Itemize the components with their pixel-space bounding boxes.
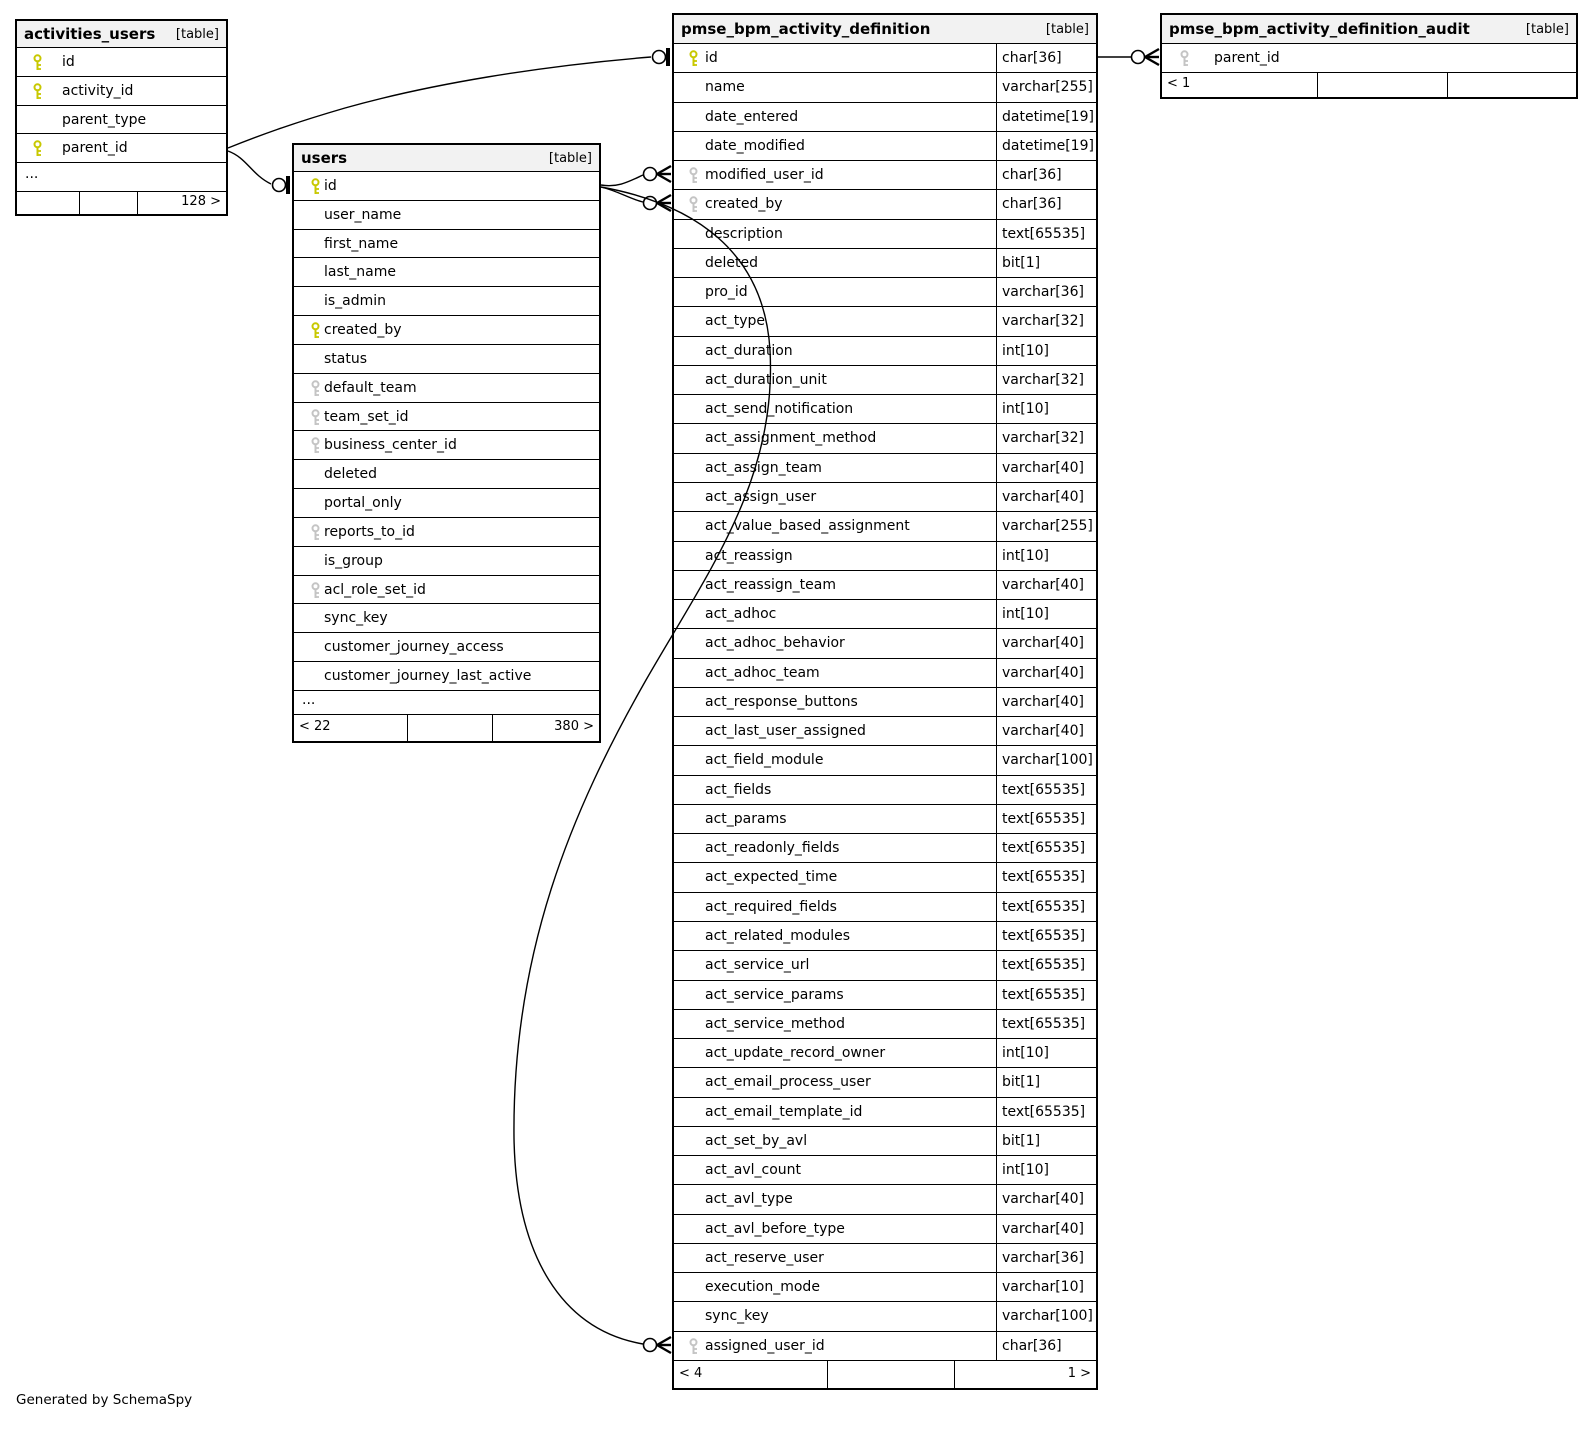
table-name[interactable]: users	[301, 149, 348, 167]
column-name: status	[324, 350, 368, 367]
column-name: is_admin	[324, 293, 387, 310]
zero-or-many-marker	[1132, 49, 1160, 65]
related-count-left: < 22	[299, 718, 331, 734]
footer-spacer	[79, 192, 137, 214]
column-type: int[10]	[996, 337, 1096, 365]
column-name: created_by	[324, 322, 402, 339]
column-row-act_adhoc	[674, 600, 1096, 629]
column-name: deleted	[705, 254, 758, 271]
table-node-pmse_bpm_activity_definition[interactable]	[672, 13, 1098, 1390]
foreign-key-icon	[1179, 50, 1190, 71]
column-row-deleted	[674, 249, 1096, 278]
column-name: act_duration	[705, 342, 793, 359]
column-name: act_adhoc_behavior	[705, 635, 845, 652]
column-name: act_required_fields	[705, 898, 837, 915]
table-footer	[674, 1361, 1096, 1388]
column-type: varchar[32]	[996, 424, 1096, 452]
table-tag: [table]	[1525, 21, 1569, 37]
column-row-act_duration	[674, 337, 1096, 366]
column-name: act_service_params	[705, 986, 844, 1003]
column-type: varchar[40]	[996, 629, 1096, 657]
column-name: act_adhoc_team	[705, 664, 820, 681]
column-row-act_duration_unit	[674, 366, 1096, 395]
related-count-right: 380 >	[492, 715, 599, 741]
column-name: user_name	[324, 206, 402, 223]
column-type: int[10]	[996, 1156, 1096, 1184]
column-row-reports_to_id	[294, 518, 599, 547]
table-name[interactable]: pmse_bpm_activity_definition_audit	[1169, 20, 1470, 38]
column-type: varchar[32]	[996, 307, 1096, 335]
table-footer	[1162, 73, 1576, 97]
column-name: act_assignment_method	[705, 430, 877, 447]
table-footer	[17, 192, 226, 214]
column-type: bit[1]	[996, 1127, 1096, 1155]
column-row-customer_journey_last_active	[294, 662, 599, 691]
column-row-modified_user_id	[674, 161, 1096, 190]
column-name: last_name	[324, 264, 396, 281]
truncated-columns-indicator: ...	[17, 163, 226, 192]
column-name: date_modified	[705, 137, 805, 154]
column-name: act_value_based_assignment	[705, 518, 910, 535]
column-row-is_group	[294, 547, 599, 576]
column-type: varchar[40]	[996, 1185, 1096, 1213]
column-row-team_set_id	[294, 403, 599, 432]
column-name: id	[324, 178, 337, 194]
column-row-act_type	[674, 307, 1096, 336]
column-type: char[36]	[996, 44, 1096, 72]
column-name: name	[705, 79, 745, 96]
column-type: bit[1]	[996, 1068, 1096, 1096]
primary-key-icon	[310, 178, 321, 199]
column-type: text[65535]	[996, 834, 1096, 862]
table-name[interactable]: pmse_bpm_activity_definition	[681, 20, 931, 38]
column-type: text[65535]	[996, 1010, 1096, 1038]
column-row-act_adhoc_behavior	[674, 629, 1096, 658]
column-name: id	[705, 50, 718, 66]
column-name: sync_key	[324, 610, 388, 627]
zero-or-many-marker	[644, 166, 672, 182]
column-name: created_by	[705, 196, 783, 213]
column-type: int[10]	[996, 395, 1096, 423]
column-name: act_type	[705, 313, 766, 330]
foreign-key-icon	[310, 409, 321, 430]
table-name[interactable]: activities_users	[24, 25, 156, 43]
related-count-left: < 1	[1167, 76, 1191, 91]
foreign-key-icon	[688, 1338, 699, 1359]
related-count-right: 128 >	[137, 192, 226, 214]
column-type: varchar[40]	[996, 571, 1096, 599]
column-row-act_assignment_method	[674, 424, 1096, 453]
column-type: datetime[19]	[996, 103, 1096, 131]
foreign-key-icon	[310, 380, 321, 401]
column-name: act_reserve_user	[705, 1249, 824, 1266]
column-name: business_center_id	[324, 437, 457, 454]
column-row-act_avl_type	[674, 1185, 1096, 1214]
column-name: act_adhoc	[705, 606, 777, 623]
column-row-parent_type	[17, 106, 226, 135]
column-name: acl_role_set_id	[324, 581, 426, 598]
column-row-first_name	[294, 230, 599, 259]
column-row-business_center_id	[294, 431, 599, 460]
column-type: varchar[100]	[996, 1302, 1096, 1330]
column-name: execution_mode	[705, 1279, 820, 1296]
column-row-parent_id	[1162, 44, 1576, 73]
column-row-user_name	[294, 201, 599, 230]
column-row-id	[294, 172, 599, 201]
footer-spacer	[407, 715, 492, 741]
column-type: text[65535]	[996, 1098, 1096, 1126]
column-type: varchar[40]	[996, 717, 1096, 745]
column-name: act_field_module	[705, 752, 824, 769]
column-name: act_assign_user	[705, 488, 817, 505]
column-name: act_related_modules	[705, 927, 851, 944]
column-row-act_email_process_user	[674, 1068, 1096, 1097]
column-name: act_readonly_fields	[705, 840, 840, 857]
column-type: varchar[40]	[996, 1215, 1096, 1243]
column-name: assigned_user_id	[705, 1337, 825, 1354]
column-type: varchar[36]	[996, 278, 1096, 306]
column-name: act_send_notification	[705, 401, 854, 418]
column-name: act_set_by_avl	[705, 1132, 808, 1149]
column-type: varchar[40]	[996, 454, 1096, 482]
column-name: act_expected_time	[705, 869, 838, 886]
column-row-act_expected_time	[674, 863, 1096, 892]
column-name: act_last_user_assigned	[705, 723, 866, 740]
column-name: customer_journey_access	[324, 639, 504, 656]
column-name: act_params	[705, 810, 787, 827]
related-count-left	[17, 192, 79, 214]
column-name: pro_id	[705, 284, 748, 301]
column-name: act_duration_unit	[705, 371, 827, 388]
column-row-parent_id	[17, 134, 226, 163]
table-header[interactable]	[17, 21, 226, 48]
column-row-created_by	[674, 190, 1096, 219]
column-name: portal_only	[324, 495, 402, 512]
column-name: activity_id	[62, 82, 134, 99]
foreign-key-icon	[310, 582, 321, 603]
column-row-name	[674, 73, 1096, 102]
column-row-act_fields	[674, 776, 1096, 805]
zero-or-one-marker	[653, 48, 669, 66]
table-header[interactable]	[294, 145, 599, 172]
table-tag: [table]	[548, 150, 592, 166]
column-type: char[36]	[996, 161, 1096, 189]
column-name: default_team	[324, 379, 417, 396]
column-row-is_admin	[294, 287, 599, 316]
column-row-act_assign_team	[674, 454, 1096, 483]
relationship-edge-users.id-to-pmse_bpm_activity_definition.created_by	[601, 187, 671, 211]
column-row-activity_id	[17, 77, 226, 106]
column-row-act_readonly_fields	[674, 834, 1096, 863]
column-name: parent_type	[62, 111, 147, 128]
table-tag: [table]	[175, 26, 219, 42]
relationship-edge-users.id-to-pmse_bpm_activity_definition.modified_user_id	[601, 166, 671, 186]
column-row-status	[294, 345, 599, 374]
column-row-portal_only	[294, 489, 599, 518]
column-row-act_response_buttons	[674, 688, 1096, 717]
table-node-activities_users[interactable]	[15, 19, 228, 216]
column-name: date_entered	[705, 108, 799, 125]
column-type: varchar[32]	[996, 366, 1096, 394]
column-row-act_last_user_assigned	[674, 717, 1096, 746]
column-type: int[10]	[996, 1039, 1096, 1067]
foreign-key-icon	[310, 524, 321, 545]
column-type: text[65535]	[996, 220, 1096, 248]
column-name: act_service_method	[705, 1015, 845, 1032]
zero-or-many-marker	[644, 195, 672, 211]
column-name: act_service_url	[705, 957, 810, 974]
table-header[interactable]	[674, 15, 1096, 44]
footer-spacer	[827, 1361, 954, 1388]
relationship-edge-pmse_bpm_activity_definition.id-to-pmse_bpm_activity_definition_audit.parent_id	[1098, 49, 1159, 65]
column-type: varchar[36]	[996, 1244, 1096, 1272]
column-row-act_assign_user	[674, 483, 1096, 512]
column-row-execution_mode	[674, 1273, 1096, 1302]
column-row-deleted	[294, 460, 599, 489]
primary-key-icon	[688, 50, 699, 71]
column-row-pro_id	[674, 278, 1096, 307]
zero-or-one-marker	[273, 176, 289, 194]
column-name: deleted	[324, 466, 377, 483]
primary-key-icon	[32, 54, 43, 75]
column-name: team_set_id	[324, 408, 409, 425]
column-row-date_modified	[674, 132, 1096, 161]
column-row-sync_key	[294, 604, 599, 633]
table-header[interactable]	[1162, 15, 1576, 44]
related-count-right: 1 >	[954, 1361, 1096, 1388]
column-type: varchar[40]	[996, 688, 1096, 716]
column-name: description	[705, 225, 783, 242]
column-row-act_required_fields	[674, 893, 1096, 922]
foreign-key-icon	[310, 437, 321, 458]
related-count-left: < 4	[679, 1365, 703, 1381]
column-row-sync_key	[674, 1302, 1096, 1331]
column-name: act_avl_type	[705, 1191, 793, 1208]
column-name: act_reassign	[705, 547, 793, 564]
column-row-id	[674, 44, 1096, 73]
column-name: sync_key	[705, 1308, 769, 1325]
column-name: act_reassign_team	[705, 576, 836, 593]
column-row-created_by	[294, 316, 599, 345]
column-row-description	[674, 220, 1096, 249]
column-row-act_adhoc_team	[674, 659, 1096, 688]
column-row-act_avl_before_type	[674, 1215, 1096, 1244]
column-row-act_set_by_avl	[674, 1127, 1096, 1156]
column-type: text[65535]	[996, 922, 1096, 950]
column-type: varchar[100]	[996, 746, 1096, 774]
column-type: text[65535]	[996, 863, 1096, 891]
column-name: customer_journey_last_active	[324, 668, 532, 685]
column-row-act_related_modules	[674, 922, 1096, 951]
column-type: datetime[19]	[996, 132, 1096, 160]
column-name: act_response_buttons	[705, 693, 858, 710]
column-name: is_group	[324, 552, 383, 569]
column-name: parent_id	[1214, 50, 1280, 66]
column-name: modified_user_id	[705, 167, 824, 184]
table-footer	[294, 715, 599, 741]
relationship-edge-activities_users.parent_id-to-users.id	[228, 151, 288, 194]
footer-spacer	[1317, 73, 1447, 97]
column-name: parent_id	[62, 140, 128, 157]
column-row-act_send_notification	[674, 395, 1096, 424]
primary-key-icon	[32, 140, 43, 161]
column-row-act_update_record_owner	[674, 1039, 1096, 1068]
column-row-acl_role_set_id	[294, 576, 599, 605]
column-row-act_avl_count	[674, 1156, 1096, 1185]
relationship-edge-activities_users.parent_id-to-pmse_bpm_activity_definition.id	[228, 48, 668, 148]
column-name: first_name	[324, 235, 399, 252]
column-row-act_reserve_user	[674, 1244, 1096, 1273]
column-name: act_update_record_owner	[705, 1045, 886, 1062]
column-row-assigned_user_id	[674, 1332, 1096, 1361]
column-type: int[10]	[996, 542, 1096, 570]
column-type: text[65535]	[996, 893, 1096, 921]
column-row-act_service_params	[674, 981, 1096, 1010]
column-row-date_entered	[674, 103, 1096, 132]
table-node-pmse_bpm_activity_definition_audit[interactable]	[1160, 13, 1578, 99]
truncated-columns-indicator: ...	[294, 691, 599, 715]
column-row-act_reassign	[674, 542, 1096, 571]
column-row-act_email_template_id	[674, 1098, 1096, 1127]
column-type: text[65535]	[996, 951, 1096, 979]
column-type: varchar[255]	[996, 512, 1096, 540]
column-type: text[65535]	[996, 981, 1096, 1009]
column-row-id	[17, 48, 226, 77]
column-type: int[10]	[996, 600, 1096, 628]
column-name: act_avl_count	[705, 1162, 802, 1179]
column-row-act_params	[674, 805, 1096, 834]
related-count-right	[1447, 73, 1576, 97]
column-name: act_email_process_user	[705, 1074, 871, 1091]
foreign-key-icon	[688, 167, 699, 188]
column-row-act_service_method	[674, 1010, 1096, 1039]
column-type: text[65535]	[996, 805, 1096, 833]
column-row-default_team	[294, 374, 599, 403]
column-row-act_value_based_assignment	[674, 512, 1096, 541]
foreign-key-icon	[688, 196, 699, 217]
column-type: text[65535]	[996, 776, 1096, 804]
primary-key-icon	[310, 322, 321, 343]
column-row-act_service_url	[674, 951, 1096, 980]
column-name: act_email_template_id	[705, 1103, 863, 1120]
column-name: reports_to_id	[324, 523, 415, 540]
column-name: act_avl_before_type	[705, 1220, 845, 1237]
primary-key-icon	[32, 83, 43, 104]
column-name: id	[62, 54, 75, 70]
column-type: varchar[40]	[996, 659, 1096, 687]
table-node-users[interactable]	[292, 143, 601, 743]
column-row-act_field_module	[674, 746, 1096, 775]
column-row-act_reassign_team	[674, 571, 1096, 600]
column-name: act_fields	[705, 781, 772, 798]
column-row-customer_journey_access	[294, 633, 599, 662]
column-type: char[36]	[996, 1332, 1096, 1360]
column-type: bit[1]	[996, 249, 1096, 277]
table-tag: [table]	[1045, 21, 1089, 37]
column-type: varchar[10]	[996, 1273, 1096, 1301]
column-type: varchar[255]	[996, 73, 1096, 101]
column-name: act_assign_team	[705, 459, 822, 476]
zero-or-many-marker	[644, 1337, 672, 1353]
column-row-last_name	[294, 258, 599, 287]
column-type: char[36]	[996, 190, 1096, 218]
generated-by-note: Generated by SchemaSpy	[16, 1392, 193, 1408]
column-type: varchar[40]	[996, 483, 1096, 511]
